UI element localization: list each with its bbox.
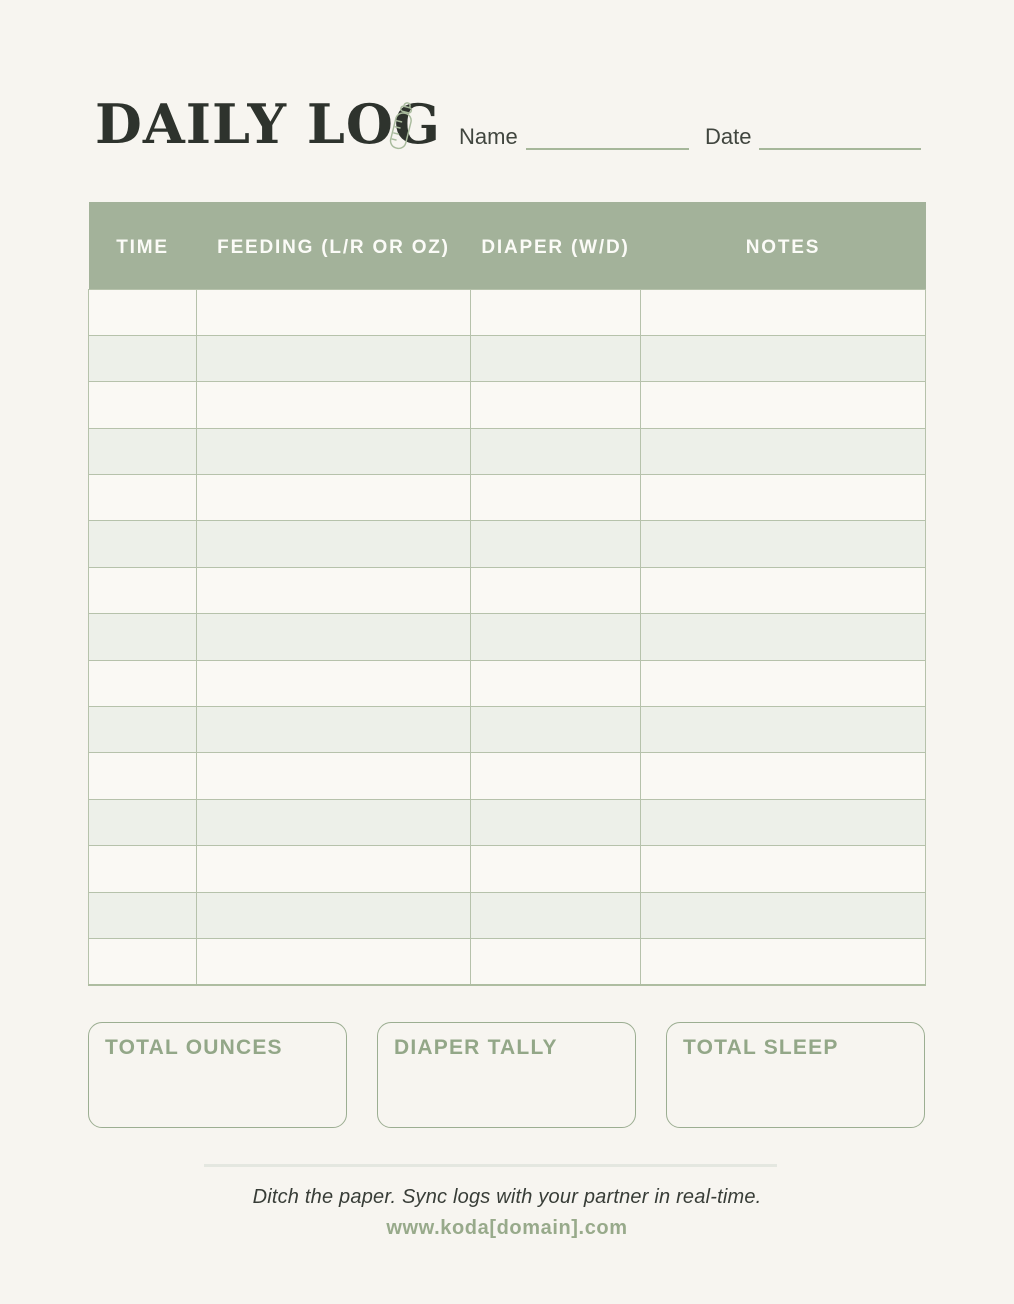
- baby-bottle-icon: [382, 97, 422, 159]
- table-cell[interactable]: [197, 660, 471, 706]
- table-cell[interactable]: [471, 799, 641, 845]
- name-input[interactable]: [526, 126, 689, 150]
- table-cell[interactable]: [471, 614, 641, 660]
- table-row: [89, 382, 926, 428]
- table-row: [89, 938, 926, 984]
- table-cell[interactable]: [197, 475, 471, 521]
- table-cell[interactable]: [89, 289, 197, 335]
- table-cell[interactable]: [197, 938, 471, 984]
- table-cell[interactable]: [471, 660, 641, 706]
- table-cell[interactable]: [89, 892, 197, 938]
- table-cell[interactable]: [471, 846, 641, 892]
- table-cell[interactable]: [89, 567, 197, 613]
- table-cell[interactable]: [641, 660, 926, 706]
- table-cell[interactable]: [197, 846, 471, 892]
- table-cell[interactable]: [471, 753, 641, 799]
- footer-tagline: Ditch the paper. Sync logs with your partner in real-time.: [252, 1186, 762, 1208]
- table-cell[interactable]: [197, 799, 471, 845]
- table-cell[interactable]: [471, 335, 641, 381]
- table-row: [89, 707, 926, 753]
- total-sleep-box[interactable]: [666, 1022, 925, 1128]
- table-cell[interactable]: [89, 521, 197, 567]
- table-row: [89, 335, 926, 381]
- table-row: [89, 289, 926, 335]
- table-cell[interactable]: [89, 799, 197, 845]
- table-cell[interactable]: [89, 938, 197, 984]
- table-row: [89, 614, 926, 660]
- total-ounces-value[interactable]: [105, 1066, 330, 1106]
- table-cell[interactable]: [197, 614, 471, 660]
- diaper-tally-value[interactable]: [394, 1066, 619, 1106]
- table-cell[interactable]: [641, 707, 926, 753]
- column-header-diaper: DIAPER (W/D): [471, 202, 641, 289]
- table-row: [89, 475, 926, 521]
- table-cell[interactable]: [89, 846, 197, 892]
- table-row: [89, 799, 926, 845]
- table-cell[interactable]: [641, 521, 926, 567]
- table-cell[interactable]: [471, 892, 641, 938]
- table-row: [89, 846, 926, 892]
- table-cell[interactable]: [641, 892, 926, 938]
- table-row: [89, 567, 926, 613]
- table-cell[interactable]: [89, 753, 197, 799]
- column-header-time: TIME: [89, 202, 197, 289]
- table-cell[interactable]: [89, 475, 197, 521]
- table-cell[interactable]: [197, 707, 471, 753]
- table-cell[interactable]: [641, 567, 926, 613]
- total-sleep-label: TOTAL SLEEP: [683, 1036, 839, 1059]
- table-cell[interactable]: [471, 428, 641, 474]
- column-header-feeding: FEEDING (L/R OR OZ): [197, 202, 471, 289]
- footer-url-link[interactable]: www.koda[domain].com: [386, 1217, 628, 1239]
- table-cell[interactable]: [197, 567, 471, 613]
- table-cell[interactable]: [197, 335, 471, 381]
- table-cell[interactable]: [197, 382, 471, 428]
- table-cell[interactable]: [471, 382, 641, 428]
- date-field: [705, 126, 921, 150]
- total-sleep-value[interactable]: [683, 1066, 908, 1106]
- table-cell[interactable]: [197, 521, 471, 567]
- table-cell[interactable]: [641, 614, 926, 660]
- table-row: [89, 753, 926, 799]
- masthead: [95, 92, 925, 166]
- table-cell[interactable]: [89, 614, 197, 660]
- date-label: Date: [705, 124, 752, 149]
- table-row: [89, 892, 926, 938]
- table-cell[interactable]: [641, 382, 926, 428]
- table-cell[interactable]: [89, 335, 197, 381]
- table-cell[interactable]: [89, 382, 197, 428]
- table-cell[interactable]: [471, 289, 641, 335]
- table-header-row: [89, 202, 926, 289]
- name-label: Name: [459, 124, 518, 149]
- table-cell[interactable]: [641, 428, 926, 474]
- table-cell[interactable]: [641, 475, 926, 521]
- table-cell[interactable]: [471, 707, 641, 753]
- table-cell[interactable]: [641, 938, 926, 984]
- table-cell[interactable]: [89, 707, 197, 753]
- table-cell[interactable]: [641, 289, 926, 335]
- summary-row: [88, 1022, 925, 1128]
- table-cell[interactable]: [471, 521, 641, 567]
- page-title: DAILY LOG: [95, 92, 441, 156]
- total-ounces-box[interactable]: [88, 1022, 347, 1128]
- table-cell[interactable]: [471, 475, 641, 521]
- table-cell[interactable]: [641, 335, 926, 381]
- total-ounces-label: TOTAL OUNCES: [105, 1036, 283, 1059]
- table-row: [89, 521, 926, 567]
- footer-divider: [204, 1164, 777, 1167]
- date-input[interactable]: [759, 126, 921, 150]
- table-row: [89, 660, 926, 706]
- table-cell[interactable]: [471, 567, 641, 613]
- daily-log-table: [88, 202, 926, 986]
- table-cell[interactable]: [89, 660, 197, 706]
- table-cell[interactable]: [197, 753, 471, 799]
- table-row: [89, 428, 926, 474]
- table-cell[interactable]: [641, 753, 926, 799]
- column-header-notes: NOTES: [641, 202, 926, 289]
- table-cell[interactable]: [641, 799, 926, 845]
- table-cell[interactable]: [641, 846, 926, 892]
- diaper-tally-label: DIAPER TALLY: [394, 1036, 558, 1059]
- table-cell[interactable]: [471, 938, 641, 984]
- table-cell[interactable]: [197, 289, 471, 335]
- name-field: [459, 126, 689, 150]
- table-cell[interactable]: [197, 892, 471, 938]
- diaper-tally-box[interactable]: [377, 1022, 636, 1128]
- table-cell[interactable]: [197, 428, 471, 474]
- table-cell[interactable]: [89, 428, 197, 474]
